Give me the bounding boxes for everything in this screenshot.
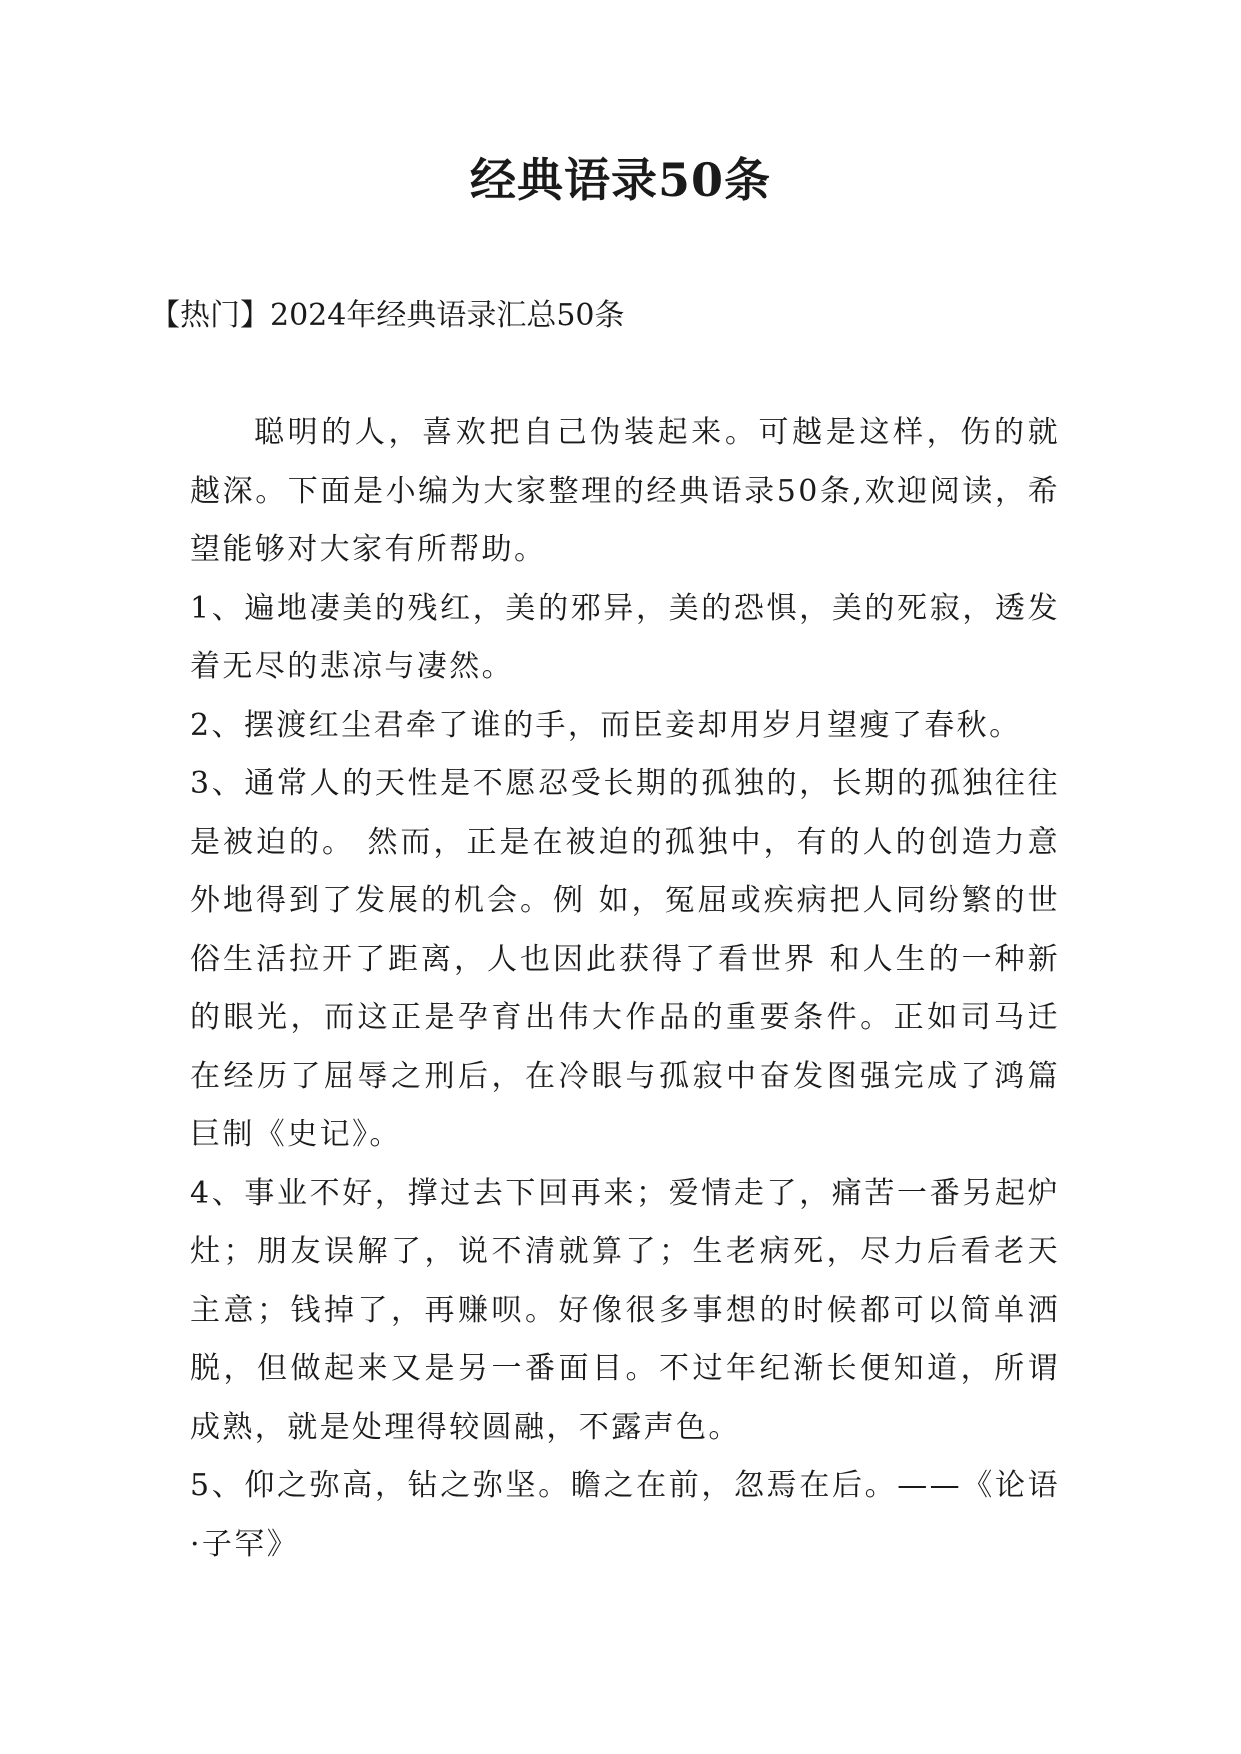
quote-item-5: 5、仰之弥高，钻之弥坚。瞻之在前，忽焉在后。——《论语·子罕》 <box>190 1468 1060 1562</box>
quote-item-2: 2、摆渡红尘君牵了谁的手，而臣妾却用岁月望瘦了春秋。 <box>190 707 1022 743</box>
quote-item-1: 1、遍地凄美的残红，美的邪异，美的恐惧，美的死寂，透发着无尽的悲凉与凄然。 <box>190 590 1060 684</box>
document-body <box>190 404 1060 1574</box>
intro-paragraph: 聪明的人，喜欢把自己伪装起来。可越是这样，伤的就越深。下面是小编为大家整理的经典语录50条,欢迎阅读，希望能够对大家有所帮助。 <box>190 415 1060 567</box>
document-subtitle: 【热门】2024年经典语录汇总50条 <box>150 298 625 333</box>
quote-item-4: 4、事业不好，撑过去下回再来；爱情走了，痛苦一番另起炉灶；朋友误解了，说不清就算了；生老病死，尽力后看老天主意；钱掉了，再赚呗。好像很多事想的时候都可以简单洒脱，但做起来又是另一番面目。不过年纪渐长便知道，所谓成熟，就是处理得较圆融，不露声色。 <box>190 1175 1060 1445</box>
document-title: 经典语录50条 <box>469 153 771 207</box>
quote-item-3: 3、通常人的天性是不愿忍受长期的孤独的，长期的孤独往往是被迫的。 然而，正是在被迫的孤独中，有的人的创造力意外地得到了发展的机会。例 如，冤屈或疾病把人同纷繁的世俗生活拉开了距离，人也因此获得了看世界 和人生的一种新的眼光，而这正是孕育出伟大作品的重要条件。正如司马迁 在经历了屈辱之刑后，在冷眼与孤寂中奋发图强完成了鸿篇巨制《史记》。 <box>190 766 1060 1152</box>
